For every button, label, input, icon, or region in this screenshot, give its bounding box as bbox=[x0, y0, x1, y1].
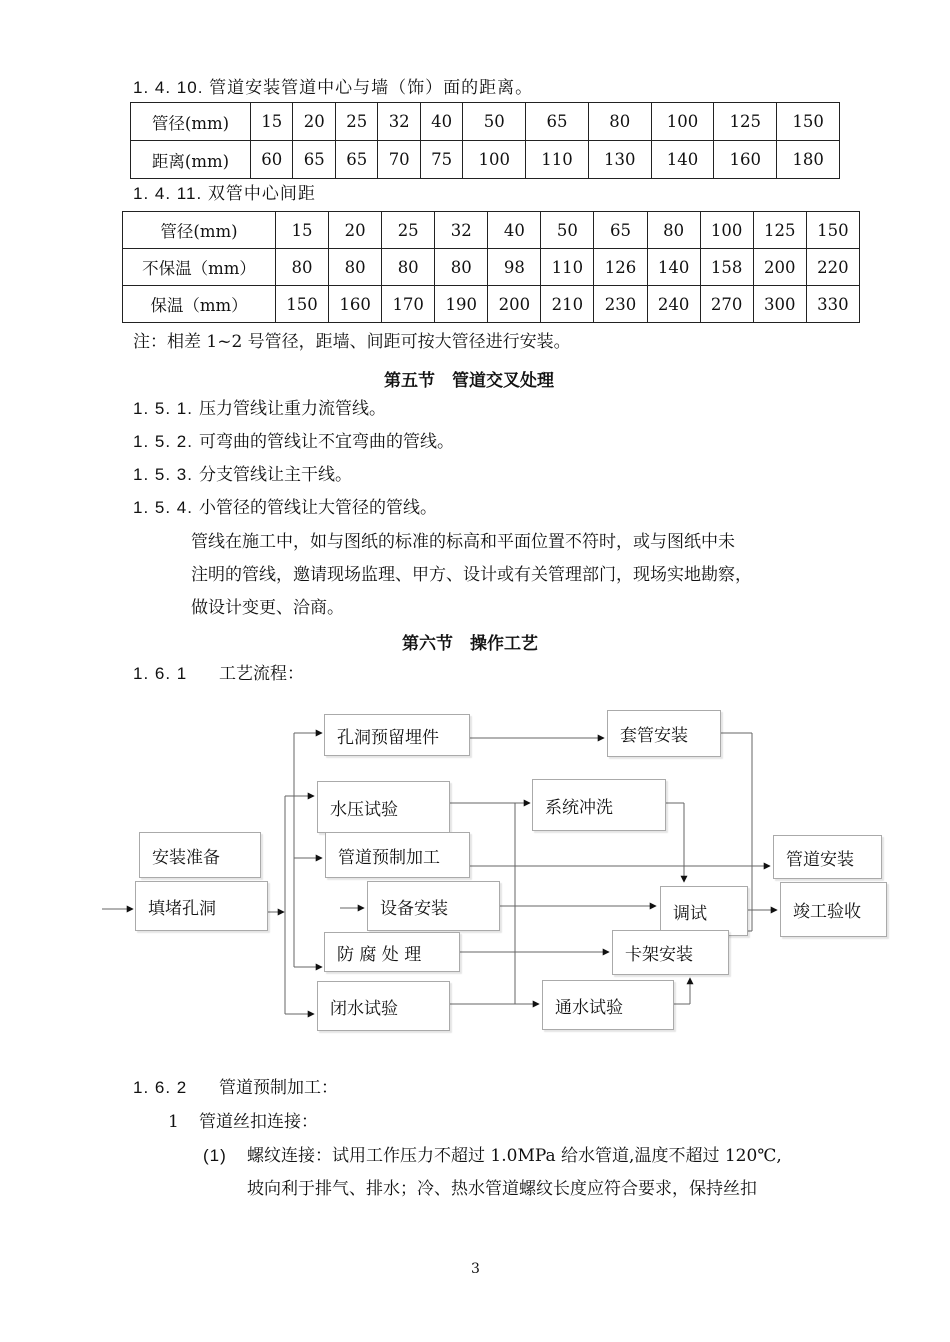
paragraph-line: 注明的管线，邀请现场监理、甲方、设计或有关管理部门，现场实地勘察， bbox=[191, 565, 752, 585]
sub-item-1-1-continuation: 坡向利于排气、排水；冷、热水管道螺纹长度应符合要求，保持丝扣 bbox=[247, 1179, 757, 1199]
table-cell: 80 bbox=[588, 103, 651, 141]
table-cell: 20 bbox=[329, 212, 382, 249]
item-number: 1. 5. 3. bbox=[133, 465, 193, 484]
flow-box-equipment-installation: 设备安装 bbox=[367, 881, 500, 931]
table-cell: 158 bbox=[700, 249, 753, 286]
table-cell: 80 bbox=[276, 249, 329, 286]
flow-box-pressure-test: 水压试验 bbox=[317, 781, 450, 833]
table-cell: 270 bbox=[700, 286, 753, 323]
flow-box-pipe-installation: 管道安装 bbox=[773, 835, 882, 879]
flow-box-hole-reservation: 孔洞预留埋件 bbox=[324, 714, 470, 756]
table-cell: 100 bbox=[700, 212, 753, 249]
sub-item-1 bbox=[168, 1110, 318, 1134]
table-cell: 80 bbox=[382, 249, 435, 286]
flow-box-completion-acceptance: 竣工验收 bbox=[780, 882, 887, 937]
flow-box-sleeve-installation: 套管安装 bbox=[607, 710, 721, 757]
table-cell: 25 bbox=[382, 212, 435, 249]
table-cell: 220 bbox=[806, 249, 859, 286]
table-cell: 180 bbox=[777, 141, 840, 179]
item-text: 小管径的管线让大管径的管线。 bbox=[199, 498, 437, 518]
table-cell: 140 bbox=[651, 141, 714, 179]
table-cell: 20 bbox=[293, 103, 335, 141]
table-cell: 160 bbox=[714, 141, 777, 179]
page-number: 3 bbox=[471, 1261, 480, 1277]
item-number: 1. 6. 2 bbox=[133, 1078, 188, 1097]
table-cell: 50 bbox=[463, 103, 526, 141]
section-5-heading: 第五节 管道交叉处理 bbox=[384, 371, 554, 391]
table-cell: 保温（mm） bbox=[123, 286, 276, 323]
item-text: 可弯曲的管线让不宜弯曲的管线。 bbox=[199, 432, 454, 452]
table-cell: 距离(mm) bbox=[131, 141, 251, 179]
table-cell: 300 bbox=[753, 286, 806, 323]
flow-box-installation-preparation: 安装准备 bbox=[139, 832, 261, 878]
table-cell: 98 bbox=[488, 249, 541, 286]
table-cell: 不保温（mm） bbox=[123, 249, 276, 286]
table-cell: 110 bbox=[541, 249, 594, 286]
table-cell: 330 bbox=[806, 286, 859, 323]
table-cell: 126 bbox=[594, 249, 647, 286]
item-text: 管道丝扣连接： bbox=[199, 1112, 318, 1132]
table-cell: 70 bbox=[378, 141, 420, 179]
flow-box-closed-water-test: 闭水试验 bbox=[317, 981, 450, 1031]
sub-item-1-1 bbox=[203, 1144, 782, 1168]
table-cell: 管径(mm) bbox=[123, 212, 276, 249]
item-text: 压力管线让重力流管线。 bbox=[199, 399, 386, 419]
table-cell: 65 bbox=[526, 103, 589, 141]
table-cell: 160 bbox=[329, 286, 382, 323]
table-cell: 32 bbox=[378, 103, 420, 141]
table-cell: 150 bbox=[777, 103, 840, 141]
flow-box-bracket-installation: 卡架安装 bbox=[612, 930, 729, 975]
table-cell: 50 bbox=[541, 212, 594, 249]
section-1-4-10-title: 1. 4. 10. 管道安装管道中心与墙（饰）面的距离。 bbox=[133, 78, 534, 97]
table-cell: 130 bbox=[588, 141, 651, 179]
item-1-6-2 bbox=[133, 1076, 338, 1100]
flow-box-anticorrosion: 防 腐 处 理 bbox=[324, 932, 460, 972]
table-cell: 100 bbox=[651, 103, 714, 141]
table-cell: 150 bbox=[276, 286, 329, 323]
table-cell: 110 bbox=[526, 141, 589, 179]
table-cell: 65 bbox=[335, 141, 377, 179]
table-note: 注：相差 1~2 号管径，距墙、间距可按大管径进行安装。 bbox=[133, 332, 571, 352]
flow-box-pipe-prefabrication: 管道预制加工 bbox=[325, 832, 470, 878]
table-cell: 140 bbox=[647, 249, 700, 286]
table-cell: 210 bbox=[541, 286, 594, 323]
section-1-4-11-title: 1. 4. 11. 双管中心间距 bbox=[133, 184, 316, 203]
table-cell: 200 bbox=[488, 286, 541, 323]
table-cell: 40 bbox=[420, 103, 462, 141]
item-number: 1. 5. 2. bbox=[133, 432, 193, 451]
table-cell: 65 bbox=[594, 212, 647, 249]
table-cell: 100 bbox=[463, 141, 526, 179]
section-6-heading: 第六节 操作工艺 bbox=[402, 634, 538, 654]
item-number: 1. 5. 4. bbox=[133, 498, 193, 517]
item-text: 螺纹连接：试用工作压力不超过 1.0MPa 给水管道,温度不超过 120℃, bbox=[247, 1146, 782, 1166]
table-cell: 80 bbox=[329, 249, 382, 286]
item-text: 管道预制加工： bbox=[219, 1078, 338, 1098]
table-cell: 150 bbox=[806, 212, 859, 249]
paragraph-line: 管线在施工中，如与图纸的标准的标高和平面位置不符时，或与图纸中未 bbox=[191, 532, 735, 552]
table-cell: 15 bbox=[276, 212, 329, 249]
table-cell: 80 bbox=[647, 212, 700, 249]
table-cell: 200 bbox=[753, 249, 806, 286]
table-cell: 32 bbox=[435, 212, 488, 249]
flow-box-commissioning: 调试 bbox=[660, 886, 748, 936]
table-cell: 60 bbox=[251, 141, 293, 179]
flow-box-water-flow-test: 通水试验 bbox=[542, 980, 674, 1030]
table-cell: 125 bbox=[753, 212, 806, 249]
table-cell: 75 bbox=[420, 141, 462, 179]
item-number: (1) bbox=[203, 1146, 227, 1165]
table-cell: 15 bbox=[251, 103, 293, 141]
table-cell: 25 bbox=[335, 103, 377, 141]
table-cell: 125 bbox=[714, 103, 777, 141]
table-cell: 170 bbox=[382, 286, 435, 323]
table-cell: 40 bbox=[488, 212, 541, 249]
flow-box-hole-filling: 填堵孔洞 bbox=[135, 881, 268, 931]
table-cell: 80 bbox=[435, 249, 488, 286]
item-number: 1. 5. 1. bbox=[133, 399, 193, 418]
table-cell: 190 bbox=[435, 286, 488, 323]
item-number: 1 bbox=[168, 1112, 179, 1132]
item-text: 分支管线让主干线。 bbox=[199, 465, 352, 485]
table-cell: 65 bbox=[293, 141, 335, 179]
table-cell: 230 bbox=[594, 286, 647, 323]
paragraph-line: 做设计变更、洽商。 bbox=[191, 598, 344, 618]
item-text: 工艺流程： bbox=[219, 664, 304, 684]
item-number: 1. 6. 1 bbox=[133, 664, 188, 683]
table-cell: 管径(mm) bbox=[131, 103, 251, 141]
table-cell: 240 bbox=[647, 286, 700, 323]
flow-box-system-flushing: 系统冲洗 bbox=[532, 779, 666, 831]
